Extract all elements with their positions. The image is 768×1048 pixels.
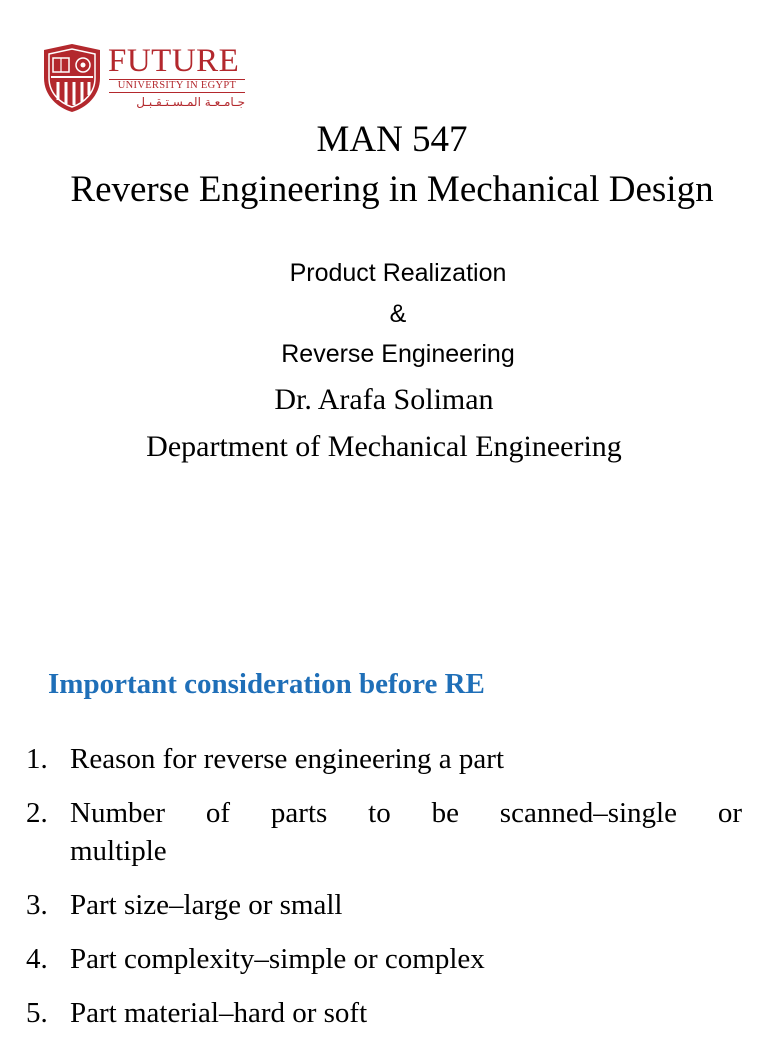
section-heading: Important consideration before RE	[48, 668, 485, 700]
university-logo	[40, 42, 250, 114]
consideration-list	[26, 740, 742, 1048]
list-item-text-line-1: Number of parts to be scanned–single or	[70, 797, 742, 829]
list-item-number: 1.	[26, 743, 48, 775]
list-item	[26, 740, 742, 778]
course-name: Reverse Engineering in Mechanical Design	[70, 169, 714, 210]
list-item	[26, 886, 742, 924]
subtitle-line-1: Product Realization	[289, 259, 507, 287]
list-item-text	[70, 794, 742, 870]
list-item-text: Part size–large or small	[70, 889, 343, 921]
list-item-number: 2.	[26, 797, 48, 829]
logo-subtitle-text: UNIVERSITY IN EGYPT	[109, 79, 245, 93]
list-item-number: 3.	[26, 889, 48, 921]
course-code: MAN 547	[316, 119, 468, 160]
author-department: Department of Mechanical Engineering	[146, 430, 622, 463]
shield-emblem-icon	[40, 42, 104, 114]
list-item-number: 4.	[26, 943, 48, 975]
list-item	[26, 994, 742, 1032]
list-item-text: Part material–hard or soft	[70, 997, 368, 1029]
logo-brand-text: FUTURE	[108, 43, 240, 79]
list-item-text-line-2: multiple	[70, 835, 167, 867]
subtitle-line-2: &	[389, 300, 407, 328]
list-item-number: 5.	[26, 997, 48, 1029]
author-name: Dr. Arafa Soliman	[274, 383, 494, 416]
subtitle-line-3: Reverse Engineering	[281, 340, 515, 368]
list-item-text: Reason for reverse engineering a part	[70, 743, 504, 775]
list-item	[26, 940, 742, 978]
logo-arabic-text: جـامـعـة المـسـتـقـبـل	[136, 95, 245, 109]
list-item	[26, 794, 742, 870]
list-item-text: Part complexity–simple or complex	[70, 943, 485, 975]
